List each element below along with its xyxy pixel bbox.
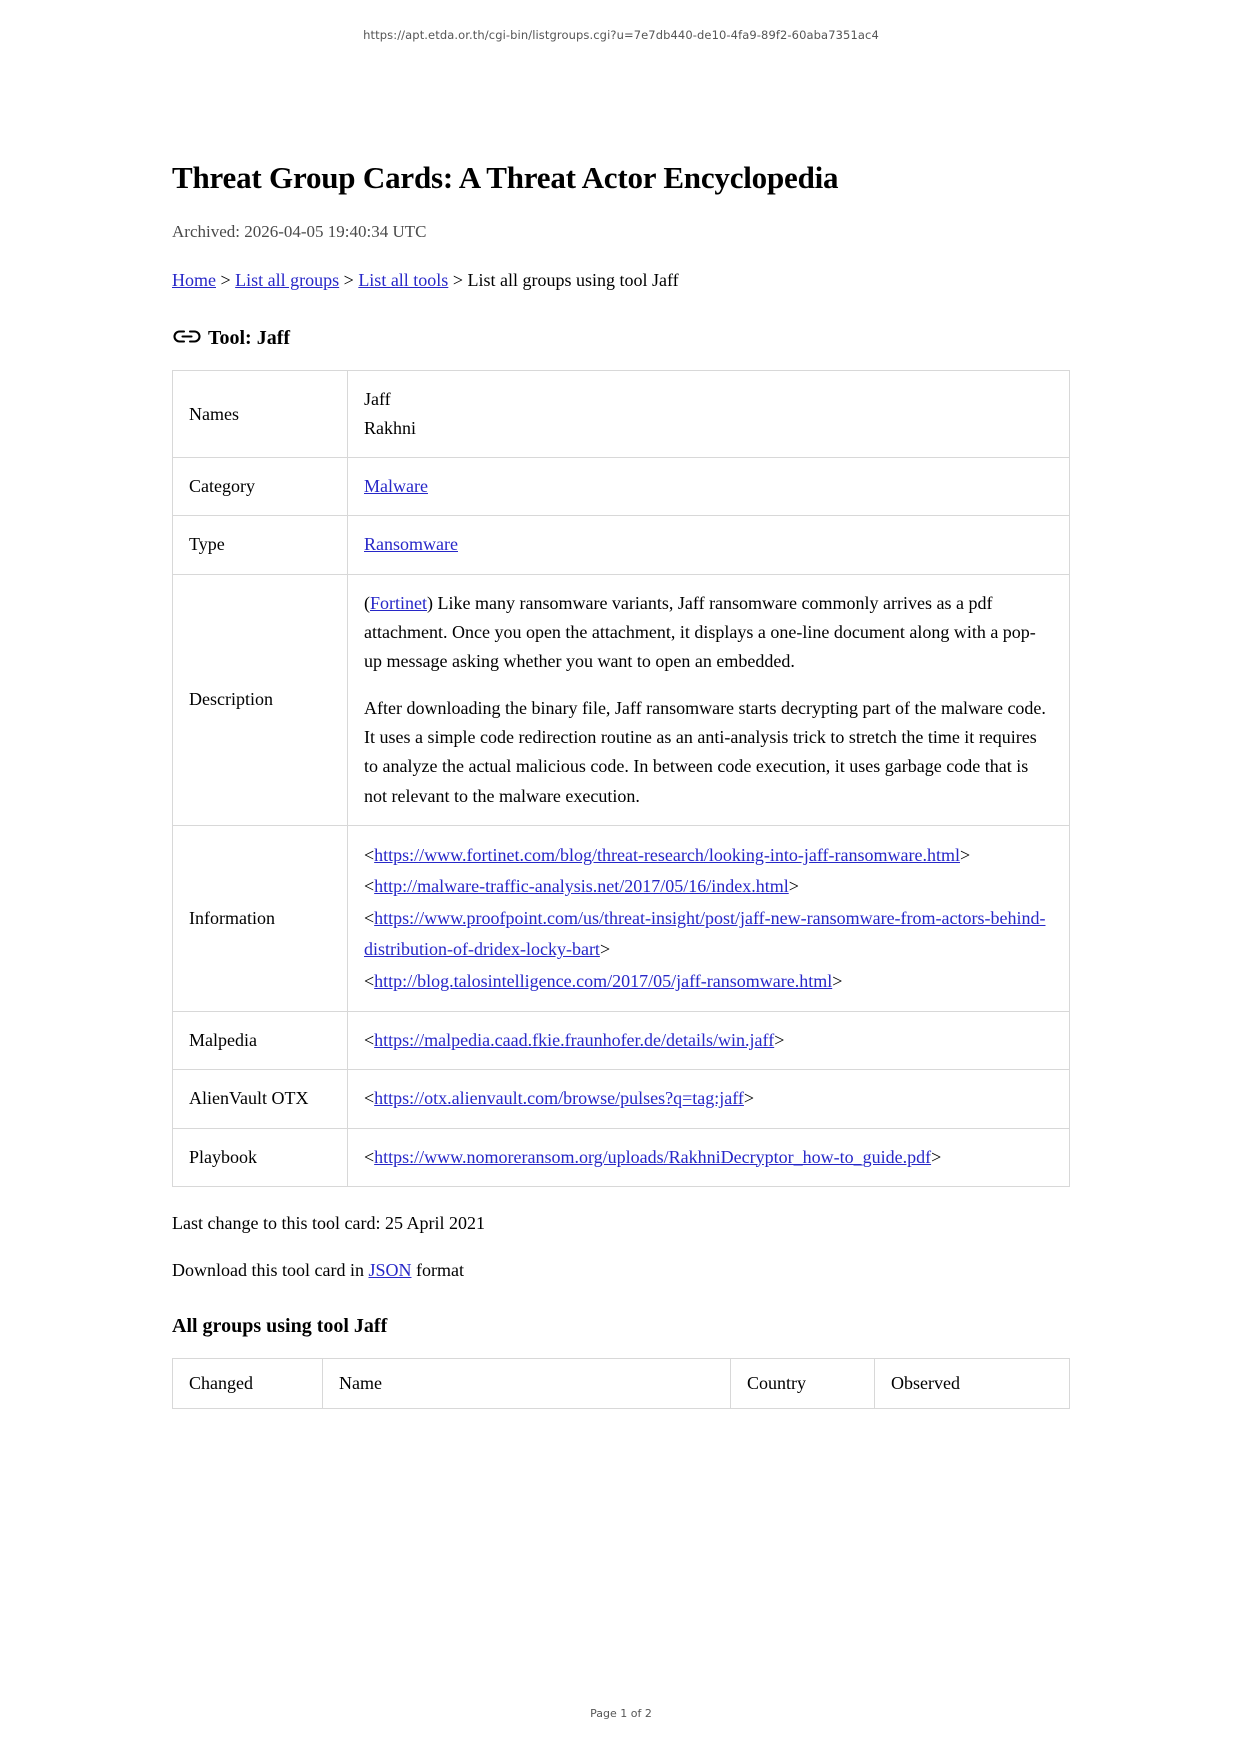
column-header-observed[interactable]: Observed bbox=[875, 1358, 1070, 1408]
row-value-malpedia: <https://malpedia.caad.fkie.fraunhofer.de/details/win.jaff> bbox=[348, 1012, 1070, 1070]
malpedia-link[interactable]: https://malpedia.caad.fkie.fraunhofer.de/details/win.jaff bbox=[374, 1030, 775, 1051]
row-label-information: Information bbox=[173, 825, 348, 1012]
row-value-playbook: <https://www.nomoreransom.org/uploads/RakhniDecryptor_how-to_guide.pdf> bbox=[348, 1128, 1070, 1186]
link-icon bbox=[172, 326, 202, 348]
description-source-link[interactable]: Fortinet bbox=[370, 592, 427, 613]
row-label-category: Category bbox=[173, 458, 348, 516]
description-paragraph-2: After downloading the binary file, Jaff ransomware starts decrypting part of the malware code. It uses a simple code redirection routine as an anti-analysis trick to stretch the time it requires to analyze the actual malicious code. In between code execution, it uses garbage code that is not relevant to the malware execution. bbox=[364, 698, 1046, 806]
page-footer: Page 1 of 2 bbox=[590, 1707, 652, 1720]
information-link-entry: <https://www.fortinet.com/blog/threat-research/looking-into-jaff-ransomware.html> bbox=[364, 844, 971, 865]
download-prefix: Download this tool card in bbox=[172, 1259, 369, 1280]
breadcrumb-link-home[interactable]: Home bbox=[172, 270, 216, 290]
name-alias: Rakhni bbox=[364, 418, 416, 439]
tool-heading bbox=[172, 327, 1070, 350]
category-link[interactable]: Malware bbox=[364, 476, 428, 497]
paren-open: ( bbox=[364, 592, 370, 613]
row-value-description bbox=[348, 574, 1070, 825]
table-row bbox=[173, 825, 1070, 1012]
column-header-name[interactable]: Name bbox=[323, 1358, 731, 1408]
tool-card-table bbox=[172, 370, 1070, 1187]
breadcrumb-link-list-all-groups[interactable]: List all groups bbox=[235, 270, 340, 290]
breadcrumb-separator: > bbox=[452, 270, 463, 290]
table-row bbox=[173, 516, 1070, 574]
table-row bbox=[173, 1070, 1070, 1128]
page-title: Threat Group Cards: A Threat Actor Encyclopedia bbox=[172, 160, 839, 195]
information-link-entry: <http://malware-traffic-analysis.net/2017/05/16/index.html> bbox=[364, 876, 799, 897]
breadcrumb bbox=[172, 270, 1070, 291]
information-link[interactable]: https://www.fortinet.com/blog/threat-research/looking-into-jaff-ransomware.html bbox=[374, 844, 960, 865]
breadcrumb-link-list-all-tools[interactable]: List all tools bbox=[358, 270, 449, 290]
row-label-playbook: Playbook bbox=[173, 1128, 348, 1186]
archived-timestamp: Archived: 2026-04-05 19:40:34 UTC bbox=[172, 222, 427, 241]
row-label-type: Type bbox=[173, 516, 348, 574]
download-suffix: format bbox=[411, 1259, 464, 1280]
breadcrumb-separator: > bbox=[343, 270, 354, 290]
row-value-information bbox=[348, 825, 1070, 1012]
column-header-country[interactable]: Country bbox=[731, 1358, 875, 1408]
row-value-alienvault-otx: <https://otx.alienvault.com/browse/pulses?q=tag:jaff> bbox=[348, 1070, 1070, 1128]
table-header-row bbox=[173, 1358, 1070, 1408]
playbook-link[interactable]: https://www.nomoreransom.org/uploads/RakhniDecryptor_how-to_guide.pdf bbox=[374, 1146, 932, 1167]
breadcrumb-current: List all groups using tool Jaff bbox=[467, 270, 679, 290]
last-change-text: Last change to this tool card: 25 April 2021 bbox=[172, 1212, 485, 1233]
groups-section-title: All groups using tool Jaff bbox=[172, 1314, 388, 1337]
information-link[interactable]: https://www.proofpoint.com/us/threat-insight/post/jaff-new-ransomware-from-actors-behind-distribution-of-dridex-locky-bart bbox=[364, 907, 1046, 960]
table-row bbox=[173, 574, 1070, 825]
alienvault-otx-link[interactable]: https://otx.alienvault.com/browse/pulses?q=tag:jaff bbox=[374, 1088, 744, 1109]
row-label-malpedia: Malpedia bbox=[173, 1012, 348, 1070]
download-json-link[interactable]: JSON bbox=[368, 1259, 412, 1280]
table-row bbox=[173, 458, 1070, 516]
row-value-type bbox=[348, 516, 1070, 574]
information-link[interactable]: http://blog.talosintelligence.com/2017/05/jaff-ransomware.html bbox=[374, 970, 833, 991]
description-paragraph-1-text: ) Like many ransomware variants, Jaff ransomware commonly arrives as a pdf attachment. Once you open the attachment, it displays a one-line document along with a pop-up message asking whether you want to open an embedded. bbox=[364, 592, 1036, 671]
table-row bbox=[173, 1128, 1070, 1186]
row-label-description: Description bbox=[173, 574, 348, 825]
column-header-changed[interactable]: Changed bbox=[173, 1358, 323, 1408]
archived-url: https://apt.etda.or.th/cgi-bin/listgroups.cgi?u=7e7db440-de10-4fa9-89f2-60aba7351ac4 bbox=[363, 28, 879, 42]
table-row bbox=[173, 371, 1070, 458]
tool-heading-text: Tool: Jaff bbox=[208, 327, 291, 349]
row-label-alienvault-otx: AlienVault OTX bbox=[173, 1070, 348, 1128]
description-paragraph-1 bbox=[364, 589, 1053, 676]
document-content bbox=[172, 42, 1070, 1409]
breadcrumb-separator: > bbox=[220, 270, 231, 290]
name-alias: Jaff bbox=[364, 389, 391, 409]
information-link-entry: <http://blog.talosintelligence.com/2017/05/jaff-ransomware.html> bbox=[364, 970, 843, 991]
information-link[interactable]: http://malware-traffic-analysis.net/2017/05/16/index.html bbox=[374, 876, 789, 897]
type-link[interactable]: Ransomware bbox=[364, 534, 458, 555]
row-value-category bbox=[348, 458, 1070, 516]
row-label-names: Names bbox=[173, 371, 348, 458]
download-json-line bbox=[172, 1260, 1070, 1281]
information-link-entry: <https://www.proofpoint.com/us/threat-insight/post/jaff-new-ransomware-from-actors-behind-distribution-of-dridex-locky-bart> bbox=[364, 907, 1046, 960]
groups-table bbox=[172, 1358, 1070, 1409]
table-row bbox=[173, 1012, 1070, 1070]
row-value-names bbox=[348, 371, 1070, 458]
